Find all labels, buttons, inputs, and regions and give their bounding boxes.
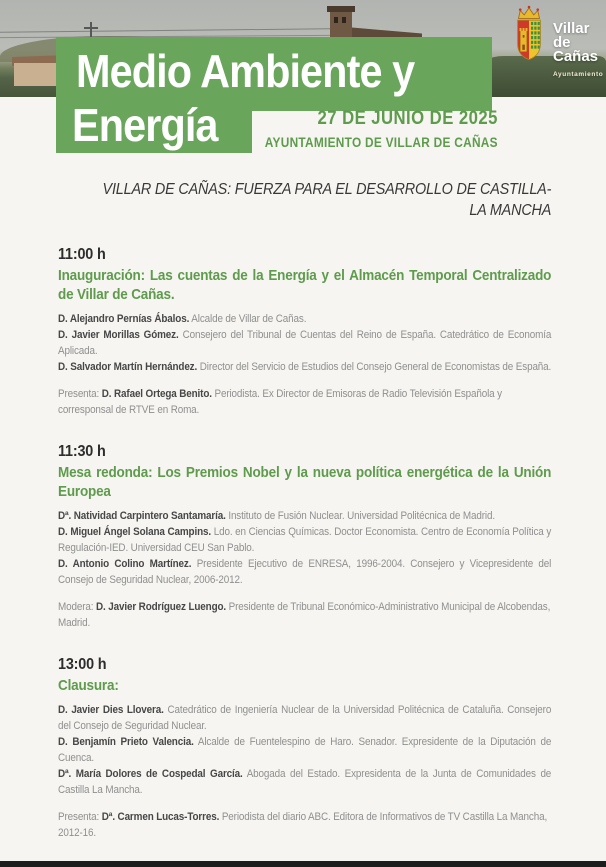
session-time: 11:00 h bbox=[58, 246, 106, 263]
speaker-name: D. Javier Morillas Gómez. bbox=[58, 329, 179, 341]
power-line bbox=[0, 28, 330, 32]
tower-window bbox=[334, 17, 338, 23]
speaker-name: D. Salvador Martín Hernández. bbox=[58, 361, 198, 373]
speaker-role: Alcalde de Fuentelespino de Haro. Senador. Expresidente de la Diputación de Cuenca. bbox=[58, 736, 552, 764]
speaker-entry bbox=[58, 359, 551, 375]
host-line bbox=[58, 386, 551, 418]
speaker-role: Ldo. en Ciencias Químicas. Doctor Economista. Centro de Economía Política y Regulación-IED. Universidad CEU San Pablo. bbox=[58, 526, 552, 554]
power-pole-arm bbox=[84, 27, 98, 29]
host-line bbox=[58, 809, 551, 841]
speaker-name: Dª. Natividad Carpintero Santamaría. bbox=[58, 510, 226, 522]
speaker-entry bbox=[58, 327, 551, 359]
host-name: D. Rafael Ortega Benito. bbox=[101, 388, 212, 400]
session-1130 bbox=[58, 442, 551, 631]
speaker-entry bbox=[58, 508, 551, 524]
host-name: Dª. Carmen Lucas-Torres. bbox=[101, 811, 220, 823]
event-subtitle-line1: VILLAR DE CAÑAS: FUERZA PARA EL DESARROLLO DE CASTILLA- bbox=[102, 181, 552, 198]
host-label: Presenta: bbox=[58, 388, 100, 400]
tower-window bbox=[342, 17, 346, 23]
speaker-name: D. Miguel Ángel Solana Campins. bbox=[58, 526, 211, 538]
host-role: Periodista. Ex Director de Emisoras de Radio Televisión Española y corresponsal de RTVE en Roma. bbox=[58, 388, 502, 416]
session-title: Inauguración: Las cuentas de la Energía y el Almacén Temporal Centralizado de Villar de Cañas. bbox=[58, 267, 552, 303]
logo-name-line2: de bbox=[553, 34, 571, 51]
speaker-name: D. Antonio Colino Martínez. bbox=[58, 558, 192, 570]
session-time: 11:30 h bbox=[58, 443, 106, 460]
event-title-line2: Energía bbox=[72, 99, 218, 151]
speaker-role: Alcalde de Villar de Cañas. bbox=[191, 313, 307, 325]
program-content bbox=[58, 152, 551, 841]
session-title: Clausura: bbox=[58, 677, 119, 694]
event-title-line1: Medio Ambiente y bbox=[76, 45, 415, 97]
speaker-name: Dª. María Dolores de Cospedal García. bbox=[58, 768, 243, 780]
session-1100 bbox=[58, 245, 551, 418]
session-title: Mesa redonda: Los Premios Nobel y la nueva política energética de la Unión Europea bbox=[58, 464, 552, 500]
speaker-entry bbox=[58, 556, 551, 588]
logo-subtitle: Ayuntamiento bbox=[553, 71, 604, 78]
host-name: D. Javier Rodríguez Luengo. bbox=[95, 601, 227, 613]
bottom-black-bar bbox=[0, 861, 606, 867]
speaker-entry bbox=[58, 524, 551, 556]
speaker-name: D. Javier Dies Llovera. bbox=[58, 704, 164, 716]
speaker-list bbox=[58, 508, 551, 588]
logo-text bbox=[553, 22, 603, 82]
speaker-role: Director del Servicio de Estudios del Consejo General de Economistas de España. bbox=[199, 361, 552, 373]
speaker-name: D. Benjamín Prieto Valencia. bbox=[58, 736, 194, 748]
church-nave bbox=[352, 23, 422, 38]
speaker-role: Instituto de Fusión Nuclear. Universidad Politécnica de Madrid. bbox=[228, 510, 495, 522]
speaker-name: D. Alejandro Pernías Ábalos. bbox=[58, 313, 190, 325]
speaker-entry bbox=[58, 734, 551, 766]
speaker-role: Consejero del Tribunal de Cuentas del Reino de España. Catedrático de Economía Aplicada. bbox=[58, 329, 552, 357]
session-1300 bbox=[58, 655, 551, 841]
date-block bbox=[265, 108, 498, 150]
speaker-entry bbox=[58, 702, 551, 734]
speaker-role: Abogada del Estado. Expresidenta de la Junta de Comunidades de Castilla La Mancha. bbox=[58, 768, 552, 796]
session-time: 13:00 h bbox=[58, 656, 107, 673]
organizer-name: AYUNTAMIENTO DE VILLAR DE CAÑAS bbox=[264, 135, 498, 150]
host-label: Presenta: bbox=[58, 811, 100, 823]
event-subtitle bbox=[58, 179, 551, 221]
speaker-entry bbox=[58, 766, 551, 798]
logo-name-line1: Villar bbox=[553, 20, 590, 37]
event-date: 27 DE JUNIO DE 2025 bbox=[317, 108, 498, 129]
host-role: Presidente de Tribunal Económico-Administrativo Municipal de Alcobendas, Madrid. bbox=[58, 601, 551, 629]
logo-name-line3: Cañas bbox=[553, 48, 599, 65]
host-line bbox=[58, 599, 551, 631]
event-subtitle-line2: LA MANCHA bbox=[469, 202, 552, 219]
crest-shield-icon bbox=[508, 2, 550, 68]
host-role: Periodista del diario ABC. Editora de Informativos de TV Castilla La Mancha, 2012-16. bbox=[58, 811, 548, 839]
speaker-list bbox=[58, 311, 551, 375]
host-label: Modera: bbox=[58, 601, 94, 613]
town-crest-logo bbox=[508, 2, 603, 82]
speaker-list bbox=[58, 702, 551, 798]
church-tower-roof bbox=[327, 6, 355, 12]
speaker-role: Presidente Ejecutivo de ENRESA, 1996-2004. Consejero y Vicepresidente del Consejo de Seguridad Nuclear, 2006-2012. bbox=[58, 558, 552, 586]
speaker-role: Catedrático de Ingeniería Nuclear de la Universidad Politécnica de Cataluña. Consejero del Consejo de Seguridad Nuclear. bbox=[58, 704, 552, 732]
speaker-entry bbox=[58, 311, 551, 327]
